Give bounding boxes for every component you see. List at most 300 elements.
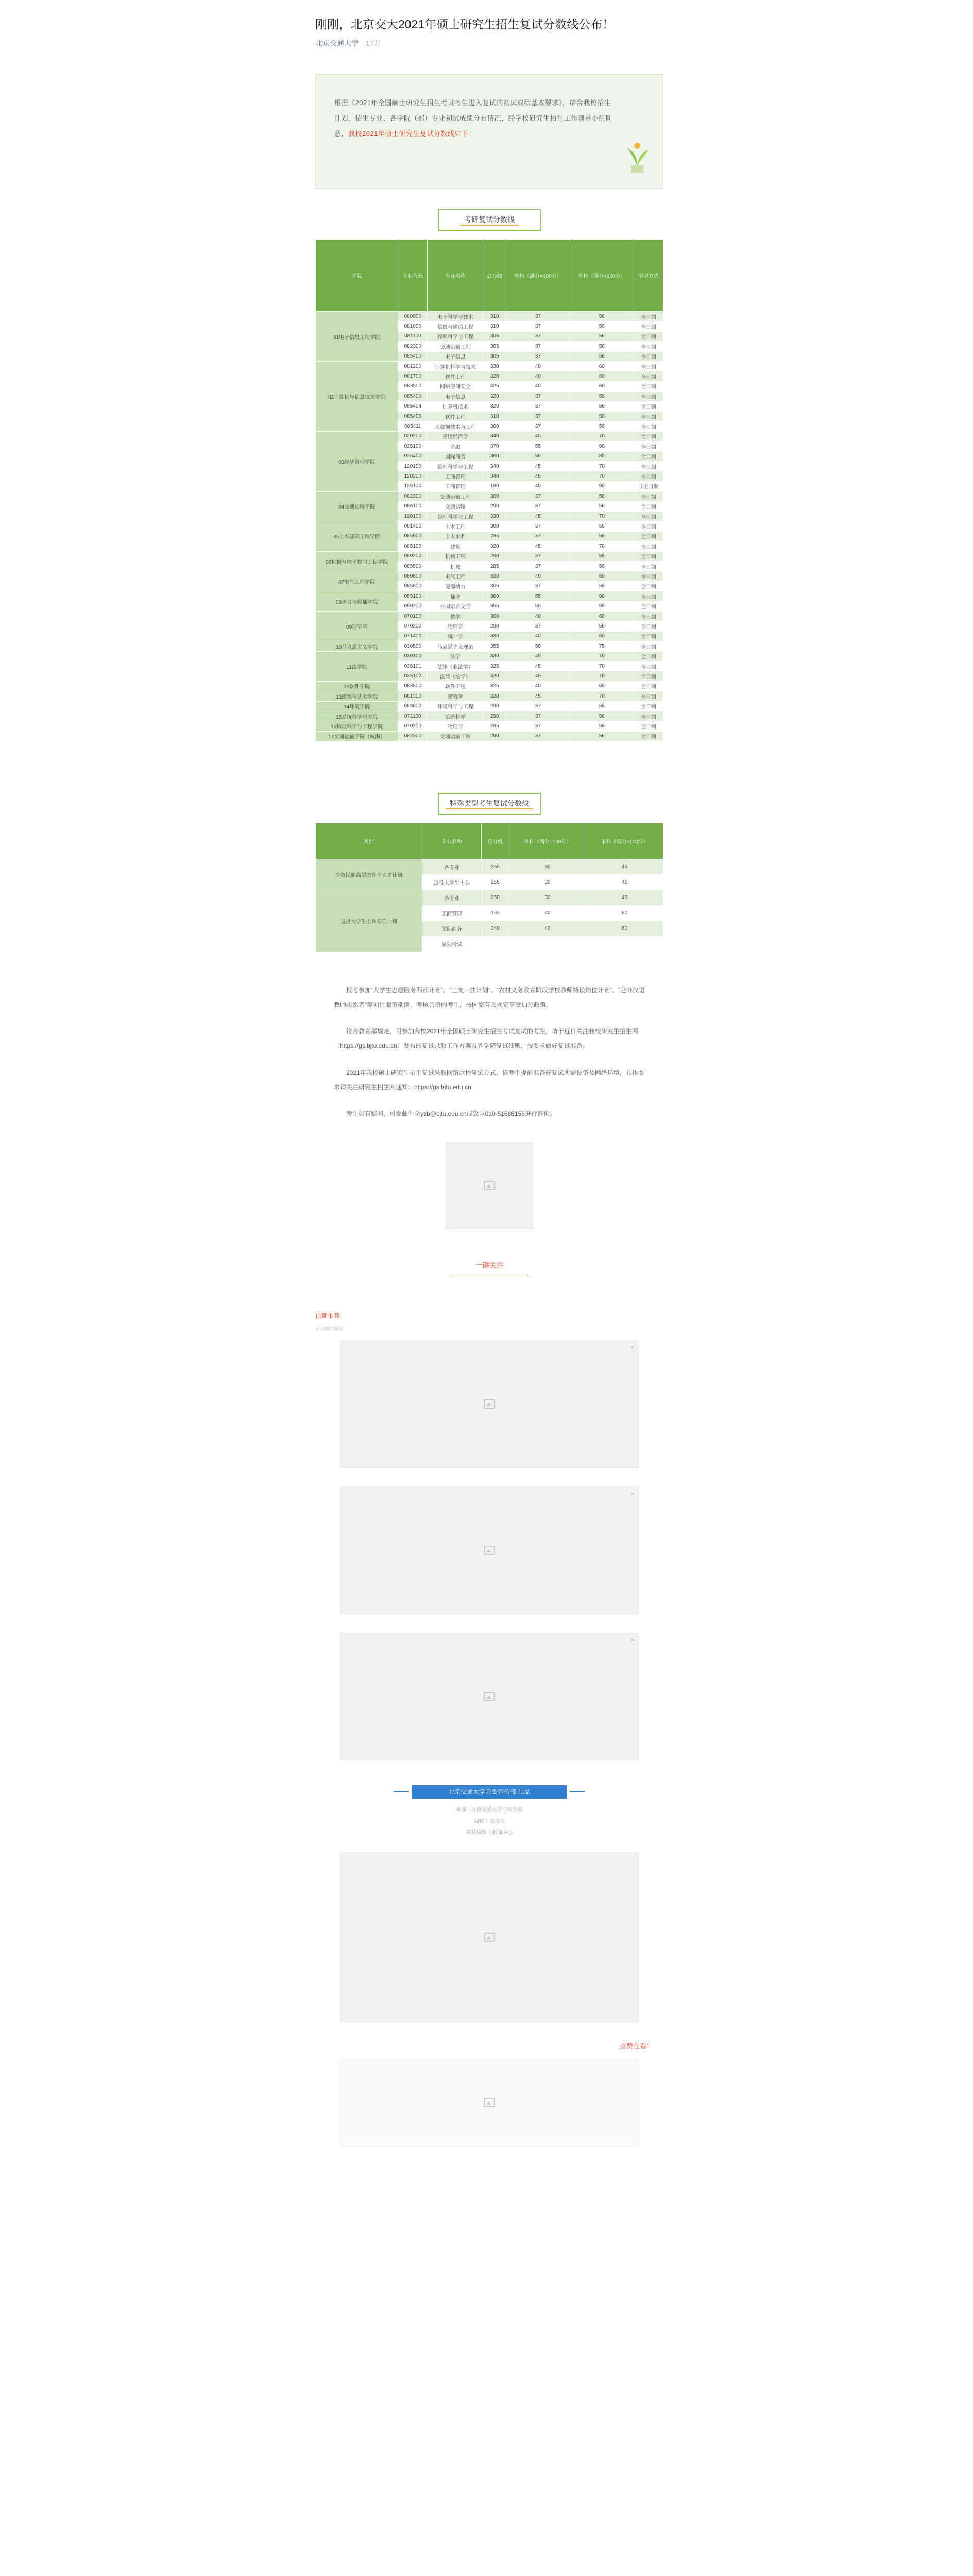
table-cell: 各专业: [422, 859, 482, 875]
column-header: 单科（满分>100分）: [586, 823, 663, 859]
more-sub-label: 点击图片阅读: [315, 1326, 344, 1332]
table-cell: 37: [506, 392, 570, 401]
table-cell: 340: [483, 431, 506, 441]
table-cell: 37: [506, 581, 570, 591]
close-icon: ×: [630, 1490, 634, 1498]
table-cell: 全日制: [634, 461, 663, 471]
column-header: 类别: [316, 823, 422, 859]
table-cell: 081300: [398, 691, 428, 701]
table-cell: 080200: [398, 551, 428, 561]
table-cell: 80: [570, 451, 634, 461]
table-cell: 320: [483, 371, 506, 381]
table-cell: 083000: [398, 701, 428, 711]
more-reads: [315, 1311, 663, 1332]
note-2: 符合教育部规定，可参加我校2021年全国硕士研究生招生考试复试的考生，请于近日关注我校研究生招生网（https://gs.bjtu.edu.cn）发布的复试录取工作方案及各学院复试细则，按要求做好复试准备。: [334, 1028, 638, 1050]
image-placeholder-icon: [484, 1692, 495, 1701]
table-cell: 建筑学: [428, 691, 483, 701]
table-cell: 全日制: [634, 411, 663, 421]
table-cell-group: 10马克思主义学院: [316, 641, 398, 651]
table-cell: 45: [506, 651, 570, 661]
table-row: [316, 731, 663, 741]
table-cell: 56: [570, 331, 634, 341]
table-cell: 56: [570, 342, 634, 351]
table-cell-group: 17交通运输学院（威海）: [316, 731, 398, 741]
table-cell-group: 16物理科学与工程学院: [316, 721, 398, 731]
table-cell: 90: [570, 591, 634, 601]
table-cell: 70: [570, 541, 634, 551]
table-cell: 全日制: [634, 721, 663, 731]
table-cell-group: 15系统科学研究院: [316, 711, 398, 721]
table-cell: 全日制: [634, 362, 663, 371]
table-cell: 全日制: [634, 571, 663, 581]
table-cell: 035102: [398, 671, 428, 681]
table-cell: 320: [483, 541, 506, 551]
table-cell: 法律（非法学）: [428, 661, 483, 671]
table-cell: 180: [483, 481, 506, 491]
table-cell: 金融: [428, 442, 483, 451]
table-cell: 070200: [398, 721, 428, 731]
recommended-image-3[interactable]: [340, 1633, 639, 1760]
table-cell-group: 退役大学生士兵专项计划: [316, 890, 422, 952]
table-cell: 全日制: [634, 641, 663, 651]
table-cell: 管理科学与工程: [428, 511, 483, 521]
table-cell: 45: [586, 875, 663, 890]
recommended-image-2[interactable]: [340, 1486, 639, 1614]
note-3: 2021年我校硕士研究生招生复试采取网络远程复试方式，请考生提前准备好复试所需设备及网络环境，具体要求请关注研究生招生网通知：https://gs.bjtu.edu.cn: [334, 1069, 644, 1091]
table-cell: 全日制: [634, 521, 663, 531]
table-cell: 325: [483, 681, 506, 691]
table-cell: 40: [506, 611, 570, 621]
table-cell: 全日制: [634, 431, 663, 441]
table-row: [316, 551, 663, 561]
table-cell: 300: [483, 611, 506, 621]
table-cell: 物理学: [428, 721, 483, 731]
table-cell: 全日制: [634, 442, 663, 451]
table-cell: 全日制: [634, 471, 663, 481]
table-cell-group: 12软件学院: [316, 681, 398, 691]
notes: [315, 983, 663, 1121]
column-header: 单科（满分=100分）: [506, 240, 570, 312]
table-cell: 电子信息: [428, 351, 483, 361]
close-icon: ×: [630, 1344, 634, 1351]
table-cell: 90: [570, 601, 634, 611]
table-cell: 物理学: [428, 621, 483, 631]
table-cell: 330: [483, 511, 506, 521]
table-cell: 50: [506, 641, 570, 651]
table-cell: 软件工程: [428, 681, 483, 691]
table-cell: 法学: [428, 651, 483, 661]
note-4: 考生如有疑问，可发邮件至yzb@bjtu.edu.cn或致电010-51688155进行咨询。: [346, 1110, 556, 1118]
image-placeholder-icon: [484, 1546, 495, 1555]
table-cell: 56: [570, 312, 634, 321]
table-cell: 土木工程: [428, 521, 483, 531]
table-cell: 120100: [398, 511, 428, 521]
image-placeholder-icon: [484, 1933, 495, 1942]
table-cell: 081400: [398, 521, 428, 531]
table-cell: 全日制: [634, 661, 663, 671]
table-cell: 全日制: [634, 531, 663, 541]
table-cell: 085411: [398, 421, 428, 431]
table-cell-group: 02计算机与信息技术学院: [316, 362, 398, 432]
table-cell: 应用经济学: [428, 431, 483, 441]
table-cell: 310: [483, 321, 506, 331]
table-cell: 55: [506, 601, 570, 611]
table-cell: 085400: [398, 351, 428, 361]
table-cell: 网络空间安全: [428, 381, 483, 391]
footer-image: [340, 1852, 639, 2022]
table-cell: 37: [506, 521, 570, 531]
table-cell: 360: [483, 591, 506, 601]
table-cell: 030100: [398, 651, 428, 661]
table-cell: 120100: [398, 461, 428, 471]
table-cell: 60: [570, 371, 634, 381]
table-cell: 软件工程: [428, 371, 483, 381]
table-cell: 56: [570, 711, 634, 721]
table-cell: 290: [483, 701, 506, 711]
table-cell: 国际商务: [428, 451, 483, 461]
table-cell: 全日制: [634, 591, 663, 601]
table-cell: 60: [570, 611, 634, 621]
table-cell: 56: [570, 351, 634, 361]
table-cell: 全日制: [634, 691, 663, 701]
table-cell: 56: [570, 321, 634, 331]
table-cell: 全日制: [634, 401, 663, 411]
table-cell: 30: [509, 890, 586, 906]
column-header: 专业代码: [398, 240, 428, 312]
table-cell: 165: [482, 906, 509, 921]
table-cell: 45: [506, 691, 570, 701]
table-cell: 285: [483, 721, 506, 731]
table-cell: 机械: [428, 561, 483, 571]
table-cell: 60: [570, 681, 634, 691]
column-header: 总分线: [482, 823, 509, 859]
plant-icon: [622, 139, 653, 175]
table-row: [316, 591, 663, 601]
table-cell: 全日制: [634, 541, 663, 551]
table-cell: 全日制: [634, 351, 663, 361]
publisher-banner: 北京交通大学党委宣传部 出品: [412, 1785, 567, 1799]
table-cell: 全日制: [634, 561, 663, 571]
table-cell: 30: [509, 875, 586, 890]
table-cell: 50: [506, 451, 570, 461]
table-cell: [482, 937, 509, 952]
table-cell: 70: [570, 461, 634, 471]
intro-paragraph: [334, 95, 613, 142]
table-cell: 290: [483, 621, 506, 631]
table-cell: 020200: [398, 431, 428, 441]
table-cell: 数学: [428, 611, 483, 621]
table-cell: 全日制: [634, 321, 663, 331]
bottom-image: [340, 2059, 639, 2146]
table-cell: 控制科学与工程: [428, 331, 483, 341]
more-label: 往期推荐: [315, 1312, 340, 1320]
article: [315, 15, 663, 2146]
table-cell: 285: [483, 561, 506, 571]
table-cell: 320: [483, 571, 506, 581]
table-cell: 60: [570, 362, 634, 371]
table-cell: 40: [506, 681, 570, 691]
table-cell: 软件工程: [428, 411, 483, 421]
table-cell: 能源动力: [428, 581, 483, 591]
table-cell: 全日制: [634, 631, 663, 641]
table-cell: 085500: [398, 561, 428, 571]
intro-box: [315, 74, 663, 189]
table-cell: 56: [570, 531, 634, 541]
table-cell: 37: [506, 351, 570, 361]
table-cell: 290: [483, 551, 506, 561]
table-row: [316, 571, 663, 581]
table-cell: 全日制: [634, 342, 663, 351]
table-cell: 325: [483, 381, 506, 391]
table-cell: 全日制: [634, 701, 663, 711]
column-header: 学院: [316, 240, 398, 312]
table-cell: 081200: [398, 362, 428, 371]
table-cell: 37: [506, 621, 570, 631]
table-cell: 085405: [398, 411, 428, 421]
table-cell: 60: [586, 921, 663, 937]
table-cell: 工商管理: [428, 471, 483, 481]
table-cell: 土木水利: [428, 531, 483, 541]
table-cell: 45: [506, 481, 570, 491]
table-cell: 90: [570, 481, 634, 491]
table-cell: 56: [570, 492, 634, 501]
table-cell: 45: [506, 661, 570, 671]
table-cell: 56: [570, 701, 634, 711]
table-row: [316, 681, 663, 691]
article-title: 刚刚，北京交大2021年硕士研究生招生复试分数线公布！: [315, 18, 614, 31]
table-cell: 37: [506, 711, 570, 721]
table-cell: 085400: [398, 392, 428, 401]
table-row: [316, 691, 663, 701]
intro-red-text: 我校2021年硕士研究生复试分数线如下：: [348, 130, 475, 138]
table-cell: 全日制: [634, 421, 663, 431]
table-cell: 非全日制: [634, 481, 663, 491]
table-cell: 55: [506, 591, 570, 601]
table-row: [316, 312, 663, 321]
table-cell: 机械工程: [428, 551, 483, 561]
table-cell-group: 11法学院: [316, 651, 398, 681]
table-cell: 全日制: [634, 511, 663, 521]
table-cell: 37: [506, 492, 570, 501]
table-cell: 全日制: [634, 651, 663, 661]
table-cell: 56: [570, 411, 634, 421]
table-cell: 30: [509, 859, 586, 875]
image-placeholder-icon: [484, 2098, 495, 2107]
table-cell: 70: [570, 471, 634, 481]
account-link[interactable]: 北京交通大学: [315, 39, 359, 47]
table-cell: 全日制: [634, 681, 663, 691]
table-cell: 45: [506, 671, 570, 681]
table-cell: 工商管理: [422, 906, 482, 921]
table-cell: 电子信息: [428, 392, 483, 401]
table-cell: 55: [506, 442, 570, 451]
intro-text: 根据《2021年全国硕士研究生招生考试考生进入复试的初试成绩基本要求》，结合我校招生计划、招生专业、各学院（部）专业初试成绩分布情况，经学校研究生招生工作领导小组同意，: [334, 99, 613, 138]
table-cell: 340: [483, 461, 506, 471]
column-header: 总分线: [483, 240, 506, 312]
image-placeholder-icon: [484, 1399, 495, 1409]
table-cell: 40: [506, 362, 570, 371]
column-header: 专业名称: [422, 823, 482, 859]
table-cell: 计算机科学与技术: [428, 362, 483, 371]
table-cell: 025100: [398, 442, 428, 451]
table-cell: 050200: [398, 601, 428, 611]
table-cell: 全日制: [634, 611, 663, 621]
table-cell: 305: [483, 331, 506, 341]
table-cell: 305: [483, 351, 506, 361]
table-cell: 全日制: [634, 492, 663, 501]
table-cell: 56: [570, 421, 634, 431]
table-cell: 56: [570, 501, 634, 511]
credit-editor: 编辑｜北交大: [474, 1819, 505, 1825]
table-cell: 310: [483, 411, 506, 421]
table-cell: 125100: [398, 481, 428, 491]
table-cell: 085900: [398, 531, 428, 541]
table-cell: 300: [483, 421, 506, 431]
section-title-1: 考研复试分数线: [438, 209, 541, 231]
table-row: [316, 362, 663, 371]
table-cell: 全日制: [634, 601, 663, 611]
table-cell: 37: [506, 401, 570, 411]
table-cell: 370: [483, 442, 506, 451]
note-1: 报考参加“大学生志愿服务西部计划”、“三支一扶计划”、“农村义务教育阶段学校教师特设岗位计划”、“赴外汉语教师志愿者”等项目服务期满、考核合格的考生，按国家有关规定享受加分政策。: [334, 987, 645, 1009]
table-cell: 255: [482, 875, 509, 890]
table-cell: 290: [483, 501, 506, 511]
table-cell: 建筑: [428, 541, 483, 551]
table-cell: 全日制: [634, 671, 663, 681]
table-cell: 翻译: [428, 591, 483, 601]
table-cell: 退役大学生士兵: [422, 875, 482, 890]
table-cell: 45: [506, 431, 570, 441]
table-cell-group: 08语言与传播学院: [316, 591, 398, 612]
table-row: [316, 701, 663, 711]
table-cell: 45: [506, 511, 570, 521]
close-icon: ×: [630, 1636, 634, 1644]
table-cell: 030500: [398, 641, 428, 651]
table-cell: 外国语言文学: [428, 601, 483, 611]
table-cell: 全日制: [634, 392, 663, 401]
table-cell: 081000: [398, 321, 428, 331]
table-cell: 290: [483, 711, 506, 721]
table-cell: 37: [506, 561, 570, 571]
table-cell: 360: [483, 451, 506, 461]
table-cell: 管理科学与工程: [428, 461, 483, 471]
table-cell: 45: [506, 471, 570, 481]
table-cell: 025400: [398, 451, 428, 461]
table-cell: 系统科学: [428, 711, 483, 721]
table-cell-group: 13建筑与艺术学院: [316, 691, 398, 701]
table-cell: 37: [506, 411, 570, 421]
table-cell: 085800: [398, 581, 428, 591]
qr-code-image[interactable]: [446, 1142, 533, 1229]
table-cell: 37: [506, 321, 570, 331]
table-cell: 310: [483, 312, 506, 321]
table-cell-group: 05土木建筑工程学院: [316, 521, 398, 551]
table-cell: 37: [506, 721, 570, 731]
score-table: [315, 239, 663, 741]
table-cell: 全日制: [634, 331, 663, 341]
column-header: 学习方式: [634, 240, 663, 312]
table-cell: 320: [483, 392, 506, 401]
table-cell: 工商管理: [428, 481, 483, 491]
table-cell: 56: [570, 731, 634, 741]
table-cell: 全日制: [634, 711, 663, 721]
table-row: [316, 611, 663, 621]
recommended-image-1[interactable]: [340, 1340, 639, 1468]
table-cell: 37: [506, 501, 570, 511]
table-cell: 环境科学与工程: [428, 701, 483, 711]
column-header: 单科（满分=100分）: [509, 823, 586, 859]
table-cell: 法律（法学）: [428, 671, 483, 681]
credit-source: 来源｜北京交通大学研究生院: [456, 1807, 523, 1814]
table-cell: 081700: [398, 371, 428, 381]
table-cell: 45: [506, 541, 570, 551]
table-cell: 80: [586, 906, 663, 921]
table-cell: 60: [570, 571, 634, 581]
credit-chief-editor: 责任编辑｜新闻中心: [466, 1830, 513, 1836]
table-row: [316, 651, 663, 661]
table-cell: 全日制: [634, 731, 663, 741]
table-cell: 290: [483, 731, 506, 741]
table-cell: 082300: [398, 492, 428, 501]
table-cell: 37: [506, 312, 570, 321]
table-cell: 340: [482, 921, 509, 937]
table-row: [316, 641, 663, 651]
table-cell: 300: [483, 521, 506, 531]
table-cell: 统计学: [428, 631, 483, 641]
table-cell: 080800: [398, 571, 428, 581]
table-cell-group: 14环境学院: [316, 701, 398, 711]
table-cell: 070200: [398, 621, 428, 631]
table-cell: 37: [506, 421, 570, 431]
table-cell: 全日制: [634, 501, 663, 511]
table-cell: 70: [570, 671, 634, 681]
table-cell: 080900: [398, 312, 428, 321]
table-cell: 56: [570, 561, 634, 571]
table-cell: 各专业: [422, 890, 482, 906]
table-cell: 交通运输工程: [428, 731, 483, 741]
table-cell: 70: [570, 661, 634, 671]
table-cell: 250: [482, 890, 509, 906]
table-row: [316, 431, 663, 441]
table-cell: 355: [483, 641, 506, 651]
table-cell: 全日制: [634, 551, 663, 561]
table-cell: 全日制: [634, 371, 663, 381]
table-cell: 70: [570, 511, 634, 521]
table-cell-group: 04交通运输学院: [316, 492, 398, 521]
table-cell: 国际商务: [422, 921, 482, 937]
table-row: [316, 492, 663, 501]
table-cell-group: 07电气工程学院: [316, 571, 398, 591]
table-cell: 082300: [398, 342, 428, 351]
table-cell: 40: [506, 571, 570, 581]
view-count: 17万: [365, 39, 381, 47]
table-cell: 37: [506, 342, 570, 351]
table-cell: 071100: [398, 711, 428, 721]
credits: [315, 1805, 663, 1839]
table-cell: 083500: [398, 381, 428, 391]
table-cell: [586, 937, 663, 952]
table-cell: 45: [586, 890, 663, 906]
table-cell: 交通运输: [428, 501, 483, 511]
follow-label: 一键关注: [475, 1261, 504, 1270]
table-cell: 单独考试: [422, 937, 482, 952]
table-row: [316, 711, 663, 721]
table-cell: 37: [506, 731, 570, 741]
table-cell: 全日制: [634, 621, 663, 631]
table-cell: 全日制: [634, 451, 663, 461]
table-cell: 37: [506, 331, 570, 341]
table-cell: 40: [509, 921, 586, 937]
